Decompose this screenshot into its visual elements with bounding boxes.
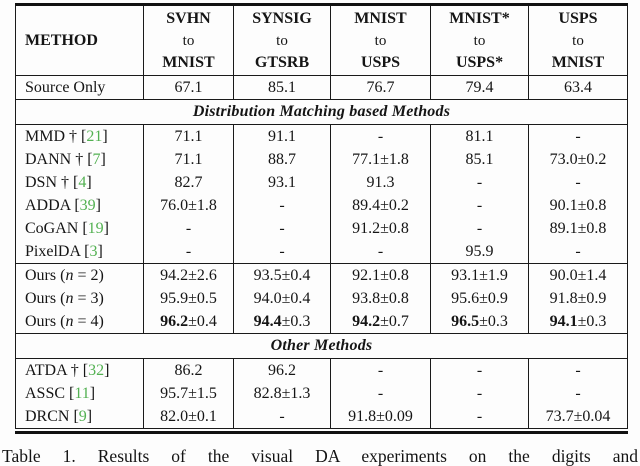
target-dataset-label: USPS bbox=[360, 53, 401, 71]
method-label: MMD † bbox=[25, 127, 78, 145]
bracket-close: ] bbox=[100, 150, 106, 168]
best-score: 94.4 bbox=[253, 312, 282, 330]
method-cell bbox=[16, 405, 144, 429]
method-column-header: METHOD bbox=[25, 31, 98, 49]
method-label: Ours ( bbox=[25, 312, 66, 330]
method-cell bbox=[16, 194, 144, 217]
method-label-suffix: = 4) bbox=[73, 312, 104, 330]
value-cell: 96.2 bbox=[234, 359, 331, 383]
source-dataset-label: MNIST bbox=[354, 9, 407, 27]
table-row bbox=[16, 359, 628, 383]
value-cell: 91.2±0.8 bbox=[331, 217, 431, 240]
value-cell: - bbox=[431, 405, 529, 429]
method-cell bbox=[16, 148, 144, 171]
value-cell: 95.9 bbox=[431, 240, 529, 264]
value-cell: - bbox=[234, 240, 331, 264]
best-score: 96.2 bbox=[160, 312, 189, 330]
value-cell: - bbox=[431, 171, 529, 194]
value-cell: 67.1 bbox=[144, 76, 234, 100]
value-cell: 76.0±1.8 bbox=[144, 194, 234, 217]
bracket-open: [ bbox=[69, 173, 79, 191]
value-cell: 95.6±0.9 bbox=[431, 287, 529, 310]
value-cell: - bbox=[144, 217, 234, 240]
score-stddev: ±0.3 bbox=[281, 312, 311, 330]
value-cell: - bbox=[234, 194, 331, 217]
value-cell: 91.8±0.9 bbox=[529, 287, 628, 310]
bracket-close: ] bbox=[86, 173, 92, 191]
method-label-suffix: = 2) bbox=[73, 266, 104, 284]
method-cell bbox=[16, 125, 144, 149]
method-cell bbox=[16, 310, 144, 334]
bracket-close: ] bbox=[103, 219, 109, 237]
citation-link[interactable]: 7 bbox=[92, 150, 101, 168]
target-dataset-label: GTSRB bbox=[254, 53, 310, 71]
column-header-4 bbox=[431, 5, 529, 76]
method-label: PixelDA bbox=[25, 242, 81, 260]
citation-link[interactable]: 32 bbox=[88, 361, 105, 379]
value-cell: 91.8±0.09 bbox=[331, 405, 431, 429]
bracket-close: ] bbox=[86, 407, 93, 425]
source-dataset-label: SVHN bbox=[166, 9, 211, 27]
bracket-open: [ bbox=[80, 242, 90, 260]
to-label: to bbox=[276, 32, 288, 49]
value-cell: 93.1±1.9 bbox=[431, 264, 529, 288]
citation-link[interactable]: 3 bbox=[89, 242, 98, 260]
best-score: 94.2 bbox=[352, 312, 381, 330]
best-score: 96.5 bbox=[451, 312, 480, 330]
score-stddev: ±0.4 bbox=[188, 312, 217, 330]
table-row bbox=[16, 382, 628, 405]
source-dataset-label: SYNSIG bbox=[252, 9, 312, 27]
value-cell: - bbox=[331, 240, 431, 264]
citation-link[interactable]: 21 bbox=[86, 127, 103, 145]
score-stddev: ±0.7 bbox=[380, 312, 409, 330]
section-header-row bbox=[16, 100, 628, 125]
math-variable-n: n bbox=[65, 266, 74, 284]
table-row bbox=[16, 194, 628, 217]
citation-link[interactable]: 9 bbox=[78, 407, 87, 425]
value-cell: 71.1 bbox=[144, 125, 234, 149]
section-header-row bbox=[16, 334, 628, 359]
score-stddev: ±0.3 bbox=[479, 312, 508, 330]
value-cell: 82.7 bbox=[144, 171, 234, 194]
method-cell bbox=[16, 382, 144, 405]
method-label: CoGAN bbox=[25, 219, 79, 237]
method-label: Source Only bbox=[25, 78, 106, 96]
value-cell: 77.1±1.8 bbox=[331, 148, 431, 171]
column-header-5 bbox=[529, 5, 628, 76]
column-header-1 bbox=[144, 5, 234, 76]
results-table-container bbox=[15, 3, 628, 434]
value-cell bbox=[529, 310, 628, 334]
value-cell: 76.7 bbox=[331, 76, 431, 100]
value-cell bbox=[234, 310, 331, 334]
results-table bbox=[15, 3, 628, 429]
table-row bbox=[16, 76, 628, 100]
value-cell: - bbox=[331, 359, 431, 383]
citation-link[interactable]: 19 bbox=[87, 219, 104, 237]
value-cell bbox=[144, 310, 234, 334]
value-cell bbox=[331, 310, 431, 334]
value-cell: 91.1 bbox=[234, 125, 331, 149]
best-score: 94.1 bbox=[549, 312, 578, 330]
value-cell: 79.4 bbox=[431, 76, 529, 100]
target-dataset-label: USPS* bbox=[455, 53, 504, 71]
section-title: Distribution Matching based Methods bbox=[16, 100, 628, 125]
target-dataset-label: MNIST bbox=[551, 53, 605, 71]
method-label: Ours ( bbox=[25, 266, 66, 284]
value-cell: 82.8±1.3 bbox=[234, 382, 331, 405]
score-stddev: ±0.3 bbox=[577, 312, 607, 330]
math-variable-n: n bbox=[65, 289, 74, 307]
math-variable-n: n bbox=[65, 312, 74, 330]
header-row bbox=[16, 5, 628, 76]
bracket-close: ] bbox=[95, 196, 101, 214]
method-label-suffix: = 3) bbox=[73, 289, 104, 307]
to-label: to bbox=[182, 32, 195, 49]
source-dataset-label: USPS bbox=[558, 9, 598, 27]
value-cell: 89.4±0.2 bbox=[331, 194, 431, 217]
value-cell: - bbox=[431, 217, 529, 240]
method-label: ATDA † bbox=[25, 361, 79, 379]
value-cell: 95.7±1.5 bbox=[144, 382, 234, 405]
value-cell: 89.1±0.8 bbox=[529, 217, 628, 240]
to-label: to bbox=[572, 32, 584, 49]
value-cell: 85.1 bbox=[431, 148, 529, 171]
value-cell: - bbox=[529, 171, 628, 194]
value-cell: 90.0±1.4 bbox=[529, 264, 628, 288]
value-cell: - bbox=[144, 240, 234, 264]
value-cell: - bbox=[431, 194, 529, 217]
method-label: ADDA bbox=[25, 196, 71, 214]
method-label: ASSC bbox=[25, 384, 66, 402]
value-cell: - bbox=[529, 382, 628, 405]
value-cell: - bbox=[331, 125, 431, 149]
section-title: Other Methods bbox=[16, 334, 628, 359]
bracket-close: ] bbox=[97, 242, 103, 260]
method-cell bbox=[16, 264, 144, 288]
table-bottom-rule bbox=[15, 431, 628, 434]
source-dataset-label: MNIST* bbox=[449, 9, 510, 27]
column-header-2 bbox=[234, 5, 331, 76]
value-cell: 85.1 bbox=[234, 76, 331, 100]
to-label: to bbox=[473, 32, 486, 49]
value-cell: 81.1 bbox=[431, 125, 529, 149]
value-cell: 95.9±0.5 bbox=[144, 287, 234, 310]
method-cell bbox=[16, 287, 144, 310]
bracket-open: [ bbox=[70, 196, 80, 214]
value-cell: 86.2 bbox=[144, 359, 234, 383]
value-cell: 71.1 bbox=[144, 148, 234, 171]
table-row bbox=[16, 240, 628, 264]
value-cell: 63.4 bbox=[529, 76, 628, 100]
method-label: DSN † bbox=[25, 173, 70, 191]
bracket-close: ] bbox=[89, 384, 96, 402]
column-header-3 bbox=[331, 5, 431, 76]
method-cell bbox=[16, 359, 144, 383]
value-cell: 90.1±0.8 bbox=[529, 194, 628, 217]
bracket-close: ] bbox=[104, 361, 110, 379]
method-cell bbox=[16, 76, 144, 100]
value-cell: 88.7 bbox=[234, 148, 331, 171]
value-cell: 94.2±2.6 bbox=[144, 264, 234, 288]
method-cell bbox=[16, 171, 144, 194]
bracket-open: [ bbox=[69, 407, 79, 425]
value-cell: 91.3 bbox=[331, 171, 431, 194]
value-cell: 92.1±0.8 bbox=[331, 264, 431, 288]
method-label: DANN † bbox=[25, 150, 84, 168]
bracket-close: ] bbox=[102, 127, 108, 145]
table-row bbox=[16, 217, 628, 240]
method-label: DRCN bbox=[25, 407, 70, 425]
citation-link[interactable]: 4 bbox=[78, 173, 87, 191]
value-cell: 93.8±0.8 bbox=[331, 287, 431, 310]
citation-link[interactable]: 11 bbox=[74, 384, 90, 402]
value-cell: 93.1 bbox=[234, 171, 331, 194]
value-cell: - bbox=[431, 382, 529, 405]
bracket-open: [ bbox=[78, 361, 89, 379]
bracket-open: [ bbox=[65, 384, 75, 402]
target-dataset-label: MNIST bbox=[162, 53, 215, 71]
value-cell: - bbox=[234, 217, 331, 240]
table-row bbox=[16, 405, 628, 429]
bracket-open: [ bbox=[83, 150, 93, 168]
value-cell: - bbox=[529, 240, 628, 264]
value-cell: 73.0±0.2 bbox=[529, 148, 628, 171]
method-label: Ours ( bbox=[25, 289, 66, 307]
value-cell: 94.0±0.4 bbox=[234, 287, 331, 310]
citation-link[interactable]: 39 bbox=[79, 196, 96, 214]
table-row bbox=[16, 125, 628, 149]
value-cell: - bbox=[431, 359, 529, 383]
value-cell: - bbox=[234, 405, 331, 429]
to-label: to bbox=[374, 32, 387, 49]
value-cell: 73.7±0.04 bbox=[529, 405, 628, 429]
bracket-open: [ bbox=[78, 219, 88, 237]
value-cell: - bbox=[529, 125, 628, 149]
value-cell: 93.5±0.4 bbox=[234, 264, 331, 288]
table-caption: Table 1. Results of the visual DA experiments on the digits and bbox=[2, 446, 638, 466]
table-row bbox=[16, 287, 628, 310]
table-row bbox=[16, 148, 628, 171]
value-cell: - bbox=[529, 359, 628, 383]
table-row bbox=[16, 264, 628, 288]
method-cell bbox=[16, 217, 144, 240]
value-cell: 82.0±0.1 bbox=[144, 405, 234, 429]
bracket-open: [ bbox=[77, 127, 87, 145]
value-cell: - bbox=[331, 382, 431, 405]
method-cell bbox=[16, 240, 144, 264]
table-row bbox=[16, 171, 628, 194]
value-cell bbox=[431, 310, 529, 334]
table-row bbox=[16, 310, 628, 334]
